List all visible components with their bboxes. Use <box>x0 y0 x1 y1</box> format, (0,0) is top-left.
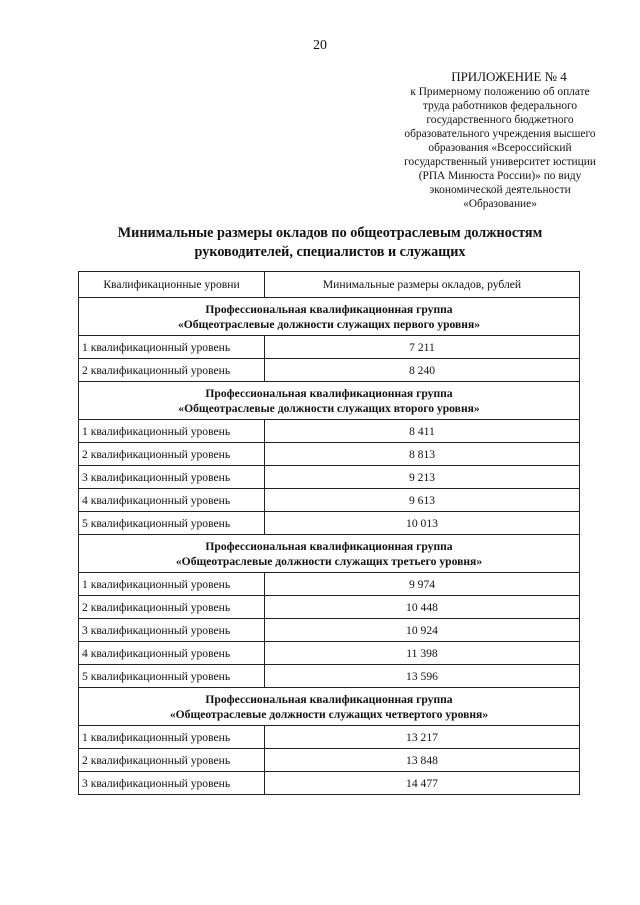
table-row <box>79 336 580 359</box>
group-header-row <box>79 688 580 726</box>
level-cell: 1 квалификационный уровень <box>79 726 265 749</box>
group-header-cell <box>79 535 580 573</box>
appendix-line: труда работников федерального <box>422 100 578 112</box>
title-line: Минимальные размеры окладов по общеотраслевым должностям <box>117 225 543 241</box>
page-number: 20 <box>313 38 327 53</box>
appendix-line: экономической деятельности <box>429 184 571 196</box>
level-cell: 2 квалификационный уровень <box>79 596 265 619</box>
table-row <box>79 573 580 596</box>
appendix-line: «Образование» <box>463 198 537 210</box>
salary-cell: 9 974 <box>265 573 580 596</box>
table-row <box>79 443 580 466</box>
appendix-line: (РПА Минюста России)» по виду <box>418 170 582 182</box>
group-header-row <box>79 382 580 420</box>
document-title <box>80 224 580 262</box>
group-subtitle: «Общеотраслевые должности служащих первого уровня» <box>177 317 481 331</box>
salary-table <box>78 271 580 795</box>
appendix-line: государственного бюджетного <box>426 114 574 126</box>
salary-cell: 10 013 <box>265 512 580 535</box>
group-subtitle: «Общеотраслевые должности служащих третьего уровня» <box>175 554 483 568</box>
group-title: Профессиональная квалификационная группа <box>205 302 453 316</box>
level-cell: 2 квалификационный уровень <box>79 749 265 772</box>
table-row <box>79 359 580 382</box>
salary-cell: 10 924 <box>265 619 580 642</box>
salary-cell: 10 448 <box>265 596 580 619</box>
salary-cell: 14 477 <box>265 772 580 795</box>
appendix-line: образовательного учреждения высшего <box>404 128 596 140</box>
group-header-cell <box>79 298 580 336</box>
appendix-line: образования «Всероссийский <box>428 142 572 154</box>
level-cell: 2 квалификационный уровень <box>79 359 265 382</box>
group-header-cell <box>79 688 580 726</box>
header-cell-salary: Минимальные размеры окладов, рублей <box>265 272 580 298</box>
appendix-line: государственный университет юстиции <box>404 156 596 168</box>
table-row <box>79 665 580 688</box>
level-cell: 4 квалификационный уровень <box>79 489 265 512</box>
salary-cell: 13 596 <box>265 665 580 688</box>
table-header-row <box>79 272 580 298</box>
salary-cell: 8 240 <box>265 359 580 382</box>
salary-cell: 8 813 <box>265 443 580 466</box>
title-line: руководителей, специалистов и служащих <box>194 244 466 260</box>
level-cell: 1 квалификационный уровень <box>79 336 265 359</box>
level-cell: 5 квалификационный уровень <box>79 665 265 688</box>
salary-cell: 11 398 <box>265 642 580 665</box>
level-cell: 3 квалификационный уровень <box>79 466 265 489</box>
group-title: Профессиональная квалификационная группа <box>205 692 453 706</box>
table-row <box>79 749 580 772</box>
group-title: Профессиональная квалификационная группа <box>205 386 453 400</box>
salary-cell: 7 211 <box>265 336 580 359</box>
table-row <box>79 512 580 535</box>
table-row <box>79 420 580 443</box>
salary-cell: 8 411 <box>265 420 580 443</box>
level-cell: 1 квалификационный уровень <box>79 573 265 596</box>
level-cell: 5 квалификационный уровень <box>79 512 265 535</box>
level-cell: 4 квалификационный уровень <box>79 642 265 665</box>
level-cell: 3 квалификационный уровень <box>79 619 265 642</box>
table-row <box>79 642 580 665</box>
salary-cell: 9 613 <box>265 489 580 512</box>
table-row <box>79 726 580 749</box>
table-row <box>79 489 580 512</box>
level-cell: 1 квалификационный уровень <box>79 420 265 443</box>
group-header-row <box>79 535 580 573</box>
group-header-row <box>79 298 580 336</box>
table-row <box>79 466 580 489</box>
level-cell: 3 квалификационный уровень <box>79 772 265 795</box>
header-cell-level: Квалификационные уровни <box>79 272 265 298</box>
table-row <box>79 619 580 642</box>
salary-cell: 13 217 <box>265 726 580 749</box>
level-cell: 2 квалификационный уровень <box>79 443 265 466</box>
salary-cell: 13 848 <box>265 749 580 772</box>
table-row <box>79 596 580 619</box>
appendix-block <box>385 70 615 211</box>
appendix-title: ПРИЛОЖЕНИЕ № 4 <box>451 69 567 84</box>
salary-cell: 9 213 <box>265 466 580 489</box>
group-title: Профессиональная квалификационная группа <box>205 539 453 553</box>
table-row <box>79 772 580 795</box>
group-subtitle: «Общеотраслевые должности служащих второго уровня» <box>178 401 480 415</box>
group-subtitle: «Общеотраслевые должности служащих четвертого уровня» <box>169 707 489 721</box>
appendix-line: к Примерному положению об оплате <box>410 86 590 98</box>
group-header-cell <box>79 382 580 420</box>
